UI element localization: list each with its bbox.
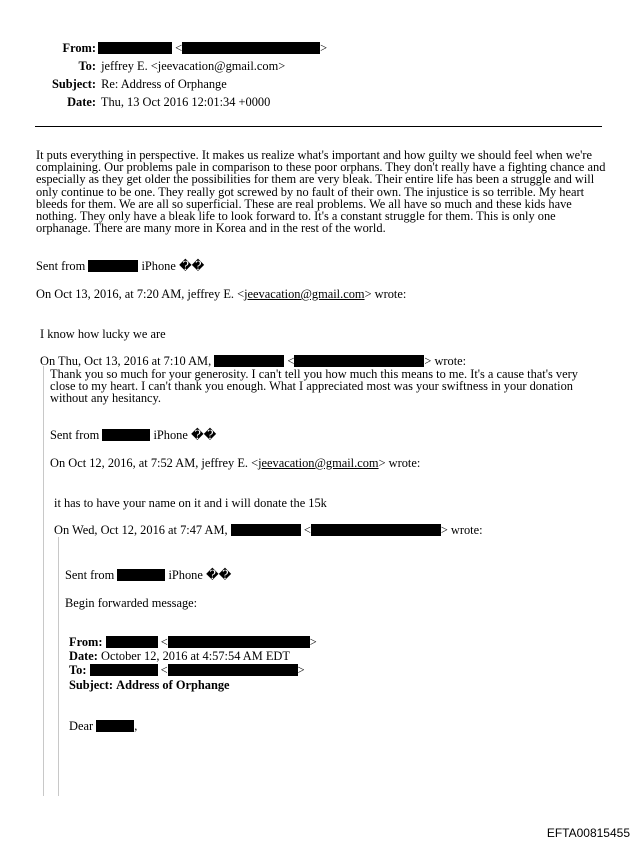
header-divider xyxy=(35,126,602,127)
quote-suffix: > wrote: xyxy=(424,354,467,368)
quote-suffix: > wrote: xyxy=(440,523,483,537)
redaction-block xyxy=(168,636,310,648)
dear-text: Dear xyxy=(69,719,94,733)
thanks-paragraph: Thank you so much for your generosity. I can't tell you how much this means to me. It's a cause that's very close to my heart. I can't thank you enough. What I appreciated most was your swiftness in your donation without any hesitancy. xyxy=(50,367,578,406)
redaction-block xyxy=(117,569,165,581)
from-label: From: xyxy=(62,41,96,55)
fwd-from-row: From: < > xyxy=(69,635,317,649)
redaction-block xyxy=(294,355,424,367)
donate-line: it has to have your name on it and i will donate the 15k xyxy=(54,496,327,510)
redaction-block xyxy=(311,524,441,536)
header-subject-row xyxy=(44,77,227,92)
to-value: jeffrey E. <jeevacation@gmail.com> xyxy=(101,59,286,73)
quote-prefix: On Oct 12, 2016, at 7:52 AM, jeffrey E. < xyxy=(50,456,259,470)
quote-header-4: On Wed, Oct 12, 2016 at 7:47 AM, < > wrote: xyxy=(54,523,483,537)
dear-comma: , xyxy=(134,719,138,733)
fwd-date-row xyxy=(69,649,290,664)
redaction-block xyxy=(231,524,301,536)
sent-from-text: Sent from xyxy=(50,428,100,442)
redaction-block xyxy=(98,42,172,54)
fwd-to-label: To: xyxy=(69,663,87,677)
quote-header-3 xyxy=(50,456,420,471)
header-to-row xyxy=(44,59,285,74)
body-paragraph: It puts everything in perspective. It makes us realize what's important and how guilty we should feel when we're complaining. Our problems pale in comparison to these poor orphans. They don't really have a fighting chance and especially as they get older the possibilities for them are very bleak. Their entire life has been a struggle and will only continue to be one. They really got screwed by no fault of their own. The injustice is so terrible. My heart bleeds for them. We are all so superficial. These are real problems. We all have so much and these kids have nothing. They only have a bleak life to look forward to. It's a constant struggle for them. This is only one orphanage. There are many more in Korea and in the rest of the world. xyxy=(36,148,606,236)
sent-from-line-2 xyxy=(50,427,216,443)
fwd-subject-value: Address of Orphange xyxy=(116,678,230,692)
subject-label: Subject: xyxy=(51,77,96,91)
email-link[interactable]: jeevacation@gmail.com xyxy=(244,287,365,301)
to-label: To: xyxy=(78,59,96,73)
quote-suffix: > wrote: xyxy=(364,287,407,301)
redaction-block xyxy=(96,720,134,732)
quote-bar-2 xyxy=(58,537,59,796)
redaction-block xyxy=(102,429,150,441)
document-id: EFTA00815455 xyxy=(546,826,630,840)
redaction-block xyxy=(168,664,298,676)
fwd-from-label: From: xyxy=(69,635,103,649)
sent-from-text: Sent from xyxy=(36,259,86,273)
redaction-block xyxy=(90,664,158,676)
redaction-block xyxy=(88,260,138,272)
quote-header-2: On Thu, Oct 13, 2016 at 7:10 AM, < > wrote: xyxy=(40,354,467,368)
iphone-text: iPhone �� xyxy=(168,568,232,582)
redaction-block xyxy=(182,42,320,54)
dear-line xyxy=(69,719,137,734)
header-from-row: From: < > xyxy=(44,41,327,56)
quote-prefix: On Wed, Oct 12, 2016 at 7:47 AM, xyxy=(54,523,228,537)
fwd-date-value: October 12, 2016 at 4:57:54 AM EDT xyxy=(101,649,290,663)
redaction-block xyxy=(214,355,284,367)
date-label: Date: xyxy=(67,95,96,109)
sent-from-line-3 xyxy=(65,567,231,583)
quote-prefix: On Thu, Oct 13, 2016 at 7:10 AM, xyxy=(40,354,212,368)
quote-bar-1 xyxy=(43,366,44,796)
header-date-row xyxy=(44,95,270,110)
fwd-to-row: To: < > xyxy=(69,663,305,677)
redaction-block xyxy=(106,636,158,648)
quote-suffix: > wrote: xyxy=(378,456,421,470)
fwd-subject-label: Subject: xyxy=(69,678,114,692)
sent-from-line-1 xyxy=(36,258,204,274)
sent-from-text: Sent from xyxy=(65,568,115,582)
fwd-date-label: Date: xyxy=(69,649,98,663)
iphone-text: iPhone �� xyxy=(153,428,217,442)
iphone-text: iPhone �� xyxy=(141,259,205,273)
quote-prefix: On Oct 13, 2016, at 7:20 AM, jeffrey E. < xyxy=(36,287,245,301)
email-link[interactable]: jeevacation@gmail.com xyxy=(258,456,379,470)
lucky-line: I know how lucky we are xyxy=(40,327,166,341)
date-value: Thu, 13 Oct 2016 12:01:34 +0000 xyxy=(100,95,271,109)
begin-forwarded: Begin forwarded message: xyxy=(65,596,198,610)
fwd-subject-row xyxy=(69,678,230,693)
quote-header-1 xyxy=(36,287,406,302)
subject-value: Re: Address of Orphange xyxy=(101,77,227,91)
